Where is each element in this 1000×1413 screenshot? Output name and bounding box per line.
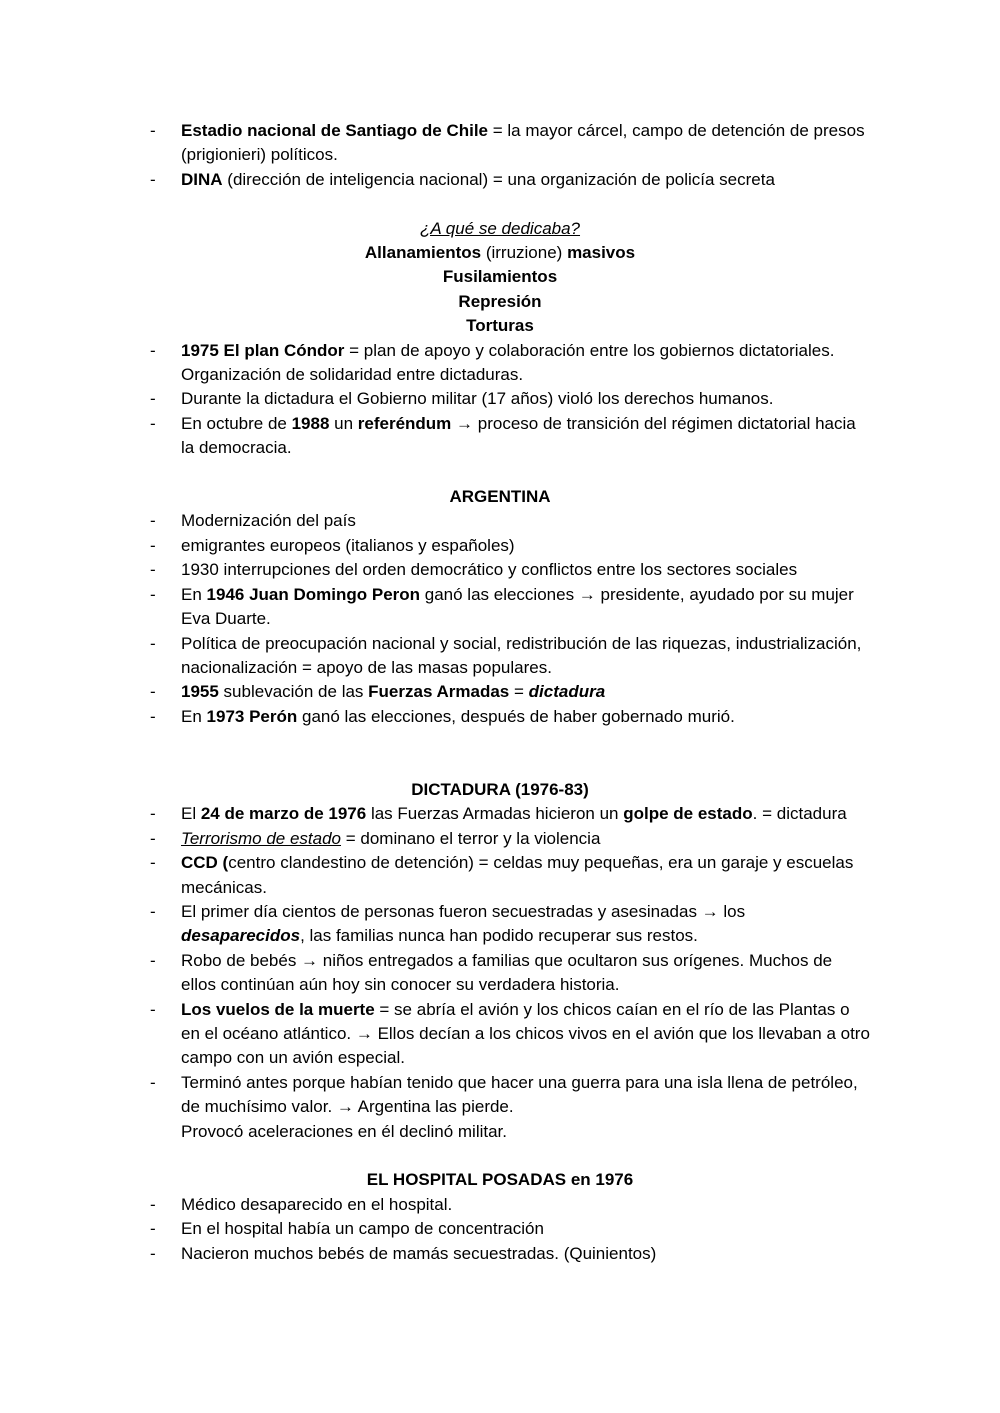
hospital-heading: EL HOSPITAL POSADAS en 1976 xyxy=(366,1170,634,1190)
list-item xyxy=(150,998,870,1071)
list-item-text: En xyxy=(181,584,207,604)
list-item xyxy=(150,168,870,192)
list-item xyxy=(150,558,870,582)
list-item xyxy=(150,900,870,949)
list-item-text: El xyxy=(181,804,201,824)
list-item-text: 24 de marzo de 1976 xyxy=(200,804,367,824)
hospital-list xyxy=(150,1193,870,1266)
list-item-text: En el hospital había un campo de concentración xyxy=(181,1219,544,1239)
bullet-dash: - xyxy=(150,828,156,848)
list-item-text: golpe de estado xyxy=(623,804,753,824)
list-item xyxy=(150,827,870,851)
list-item-text: = xyxy=(509,682,529,702)
bullet-dash: - xyxy=(150,1243,156,1263)
bullet-dash: - xyxy=(150,560,156,580)
dina-activity-3: Represión xyxy=(458,291,542,311)
list-item-text: emigrantes europeos (italianos y españoles) xyxy=(181,535,515,555)
list-item-text: El primer día cientos de personas fueron secuestradas y asesinadas → los xyxy=(181,901,746,921)
list-item-text: Durante la dictadura el Gobierno militar (17 años) violó los derechos humanos. xyxy=(181,389,774,409)
document-content xyxy=(150,119,870,1266)
list-item-text: Médico desaparecido en el hospital. xyxy=(181,1194,453,1214)
bullet-dash: - xyxy=(150,633,156,653)
list-item-text: un xyxy=(329,413,358,433)
dina-activity-1a: Allanamientos xyxy=(364,243,482,263)
list-item-text: 1988 xyxy=(291,413,330,433)
list-item-text: Terminó antes porque habían tenido que hacer una guerra para una isla llena de petróleo, de muchísimo valor. → Argentina las pierde. xyxy=(181,1072,858,1117)
list-item xyxy=(150,1071,870,1120)
list-item-text: En octubre de xyxy=(181,413,292,433)
bullet-dash: - xyxy=(150,413,156,433)
argentina-heading: ARGENTINA xyxy=(449,487,551,507)
list-item xyxy=(150,412,870,461)
list-item-text: las Fuerzas Armadas hicieron un xyxy=(366,804,624,824)
bullet-dash: - xyxy=(150,1194,156,1214)
bullet-dash: - xyxy=(150,535,156,555)
bullet-dash: - xyxy=(150,901,156,921)
argentina-list xyxy=(150,509,870,729)
list-item-text: CCD ( xyxy=(181,853,229,873)
list-item xyxy=(150,680,870,704)
list-item xyxy=(150,339,870,388)
bullet-dash: - xyxy=(150,584,156,604)
dina-question: ¿A qué se dedicaba? xyxy=(419,218,581,238)
chile-bottom-list xyxy=(150,339,870,461)
list-item-text: Los vuelos de la muerte xyxy=(181,999,375,1019)
list-item-text: ganó las elecciones, después de haber gobernado murió. xyxy=(297,706,735,726)
bullet-dash: - xyxy=(150,340,156,360)
list-item xyxy=(150,1193,870,1217)
list-item-text: En xyxy=(181,706,207,726)
dina-activities xyxy=(150,217,850,339)
list-item-text: Nacieron muchos bebés de mamás secuestradas. (Quinientos) xyxy=(181,1243,657,1263)
bullet-dash: - xyxy=(150,169,156,189)
dina-activity-2: Fusilamientos xyxy=(442,267,558,287)
list-item-text: = plan de apoyo y colaboración entre los gobiernos dictatoriales. Organización de solidaridad entre dictaduras. xyxy=(181,340,835,385)
list-item-text: sublevación de las xyxy=(218,682,369,702)
list-item-text: = dominano el terror y la violencia xyxy=(341,828,601,848)
bullet-dash: - xyxy=(150,999,156,1019)
bullet-dash: - xyxy=(150,1072,156,1092)
bullet-dash: - xyxy=(150,706,156,726)
list-item xyxy=(150,509,870,533)
bullet-dash: - xyxy=(150,950,156,970)
list-item xyxy=(150,802,870,826)
dictadura-continuation: Provocó aceleraciones en él declinó militar. xyxy=(181,1121,508,1141)
list-item-text: ganó las elecciones → presidente, ayudado por su mujer Eva Duarte. xyxy=(181,584,854,629)
list-item-text: . = dictadura xyxy=(752,804,847,824)
list-item-text: 1975 El plan Cóndor xyxy=(181,340,345,360)
list-item-text: Fuerzas Armadas xyxy=(368,682,510,702)
bullet-dash: - xyxy=(150,1219,156,1239)
dictadura-heading: DICTADURA (1976-83) xyxy=(411,779,589,799)
chile-top-list xyxy=(150,119,870,192)
list-item-text: 1973 Perón xyxy=(206,706,298,726)
bullet-dash: - xyxy=(150,511,156,531)
dina-activity-1c: masivos xyxy=(567,243,636,263)
bullet-dash: - xyxy=(150,804,156,824)
list-item-text: Modernización del país xyxy=(181,511,356,531)
list-item-text: Estadio nacional de Santiago de Chile xyxy=(181,121,489,140)
dina-activity-4: Torturas xyxy=(466,316,534,336)
list-item xyxy=(150,1217,870,1241)
list-item xyxy=(150,583,870,632)
bullet-dash: - xyxy=(150,853,156,873)
dina-activity-1b: (irruzione) xyxy=(481,243,568,263)
bullet-dash: - xyxy=(150,389,156,409)
list-item-text: referéndum xyxy=(357,413,452,433)
list-item-text: centro clandestino de detención) = celdas muy pequeñas, era un garaje y escuelas mecánicas. xyxy=(181,853,854,897)
dictadura-list xyxy=(150,802,870,1119)
list-item xyxy=(150,387,870,411)
list-item xyxy=(150,1242,870,1266)
list-item-text: = se abría el avión y los chicos caían en el río de las Plantas o en el océano atlántico. → Ellos decían a los chicos vivos en el avión que los llevaban a otro campo con un avión especial. xyxy=(181,999,870,1068)
list-item-text: Terrorismo de estado xyxy=(181,828,342,848)
list-item-text: Robo de bebés → niños entregados a familias que ocultaron sus orígenes. Muchos de ellos continúan aún hoy sin conocer su verdadera historia. xyxy=(181,950,833,995)
list-item-text: Política de preocupación nacional y social, redistribución de las riquezas, industrialización, nacionalización = apoyo de las masas populares. xyxy=(181,633,862,677)
bullet-dash: - xyxy=(150,682,156,702)
list-item-text: 1955 xyxy=(181,682,219,702)
list-item xyxy=(150,119,870,168)
list-item-text: (dirección de inteligencia nacional) = una organización de policía secreta xyxy=(222,169,775,189)
list-item xyxy=(150,851,870,900)
list-item-text: 1946 Juan Domingo Peron xyxy=(206,584,421,604)
list-item xyxy=(150,534,870,558)
list-item-text: dictadura xyxy=(528,682,606,702)
list-item-text: , las familias nunca han podido recuperar sus restos. xyxy=(300,926,698,946)
list-item-text: DINA xyxy=(181,169,223,189)
list-item xyxy=(150,705,870,729)
list-item-text: → proceso de transición del régimen dictatorial hacia la democracia. xyxy=(181,413,856,458)
list-item xyxy=(150,949,870,998)
list-item-text: = la mayor cárcel, campo de detención de presos (prigionieri) políticos. xyxy=(181,121,865,165)
list-item-text: desaparecidos xyxy=(181,926,301,946)
bullet-dash: - xyxy=(150,121,156,140)
list-item xyxy=(150,632,870,681)
list-item-text: 1930 interrupciones del orden democrático y conflictos entre los sectores sociales xyxy=(181,560,798,580)
